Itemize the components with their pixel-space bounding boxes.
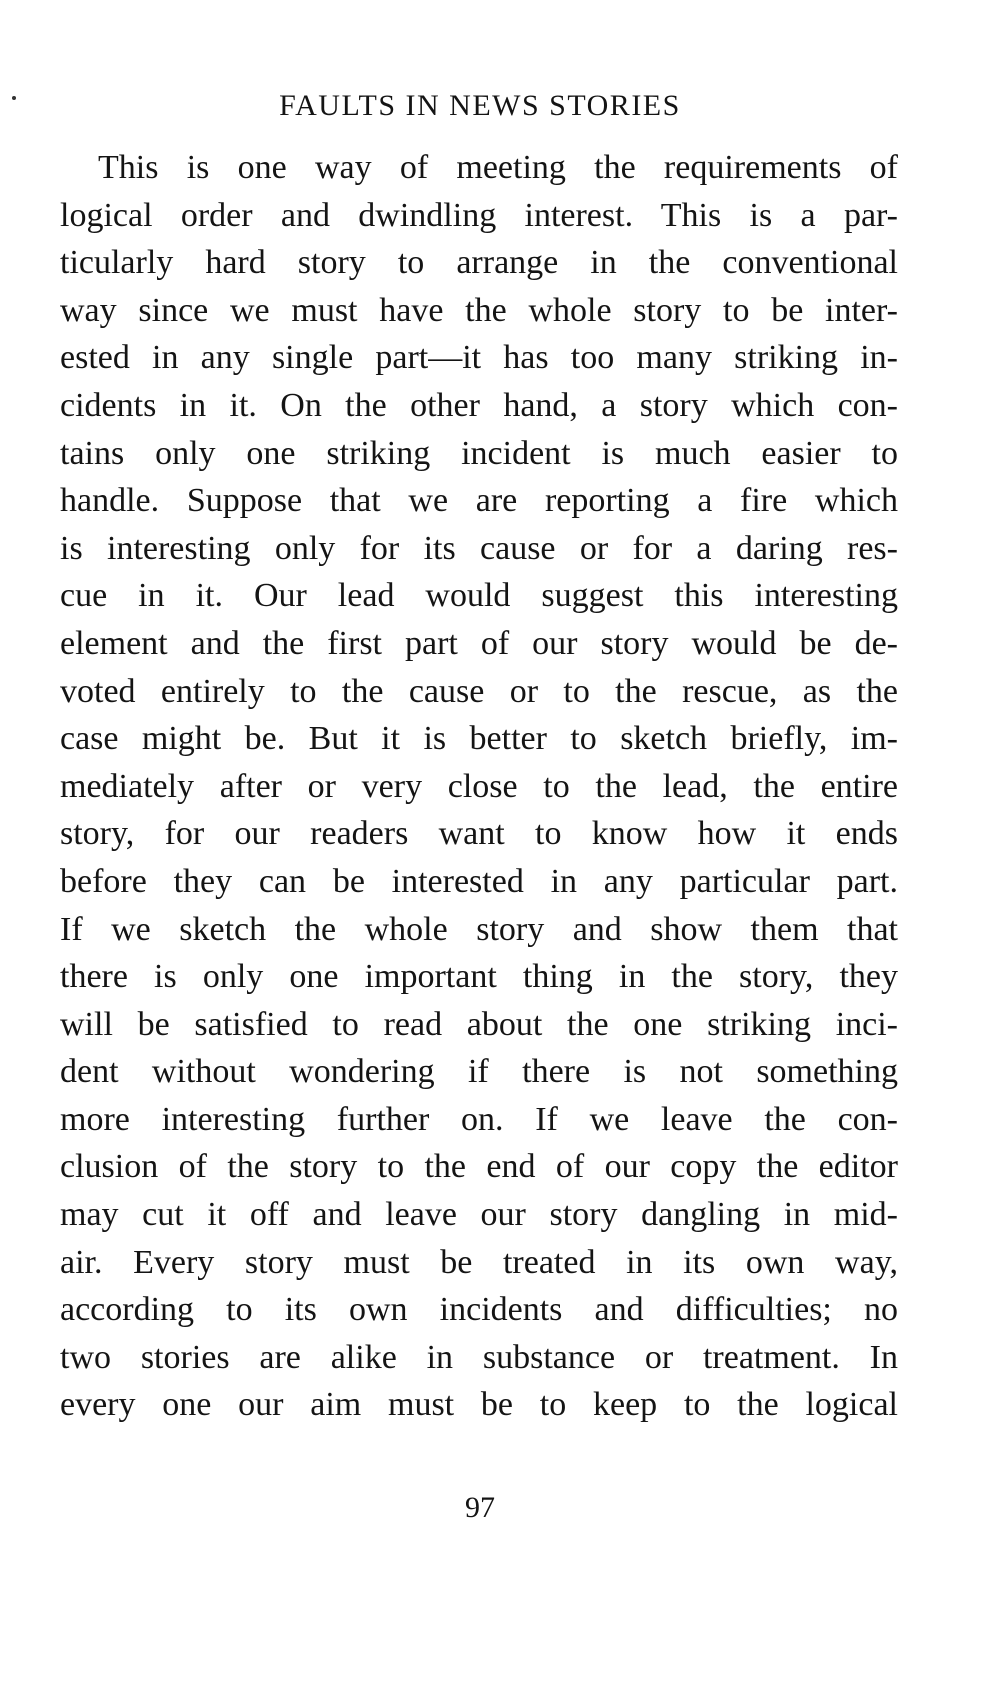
text-line: cidents in it. On the other hand, a story which con- (60, 386, 898, 424)
text-line: clusion of the story to the end of our copy the editor (60, 1148, 898, 1186)
text-line: element and the first part of our story would be de- (60, 624, 898, 662)
text-line: logical order and dwindling interest. This is a par- (60, 196, 898, 234)
text-line: story, for our readers want to know how it ends (60, 815, 898, 853)
text-line: ested in any single part—it has too many striking in- (60, 339, 898, 377)
text-line: every one our aim must be to keep to the logical (60, 1386, 898, 1424)
text-line: more interesting further on. If we leave the con- (60, 1100, 898, 1138)
text-line: will be satisfied to read about the one striking inci- (60, 1005, 898, 1043)
text-line: If we sketch the whole story and show them that (60, 910, 898, 948)
text-line: handle. Suppose that we are reporting a fire which (60, 482, 898, 520)
text-line: according to its own incidents and difficulties; no (60, 1291, 898, 1329)
text-line: mediately after or very close to the lead, the entire (60, 767, 898, 805)
text-line: tains only one striking incident is much easier to (60, 434, 898, 472)
text-line: two stories are alike in substance or treatment. In (60, 1338, 898, 1376)
body-paragraph (60, 144, 898, 1429)
text-line: may cut it off and leave our story dangling in mid- (60, 1196, 898, 1234)
text-line: This is one way of meeting the requirements of (98, 149, 898, 186)
text-line: cue in it. Our lead would suggest this interesting (60, 577, 898, 615)
text-line: way since we must have the whole story to be inter- (60, 291, 898, 329)
page-number: 97 (465, 1491, 495, 1524)
text-line: air. Every story must be treated in its own way, (60, 1243, 898, 1281)
text-line: is interesting only for its cause or for a daring res- (60, 529, 898, 567)
text-line: there is only one important thing in the story, they (60, 958, 898, 996)
text-line: case might be. But it is better to sketch briefly, im- (60, 720, 898, 758)
text-line: before they can be interested in any particular part. (60, 862, 898, 900)
text-line: voted entirely to the cause or to the rescue, as the (60, 672, 898, 710)
text-line: ticularly hard story to arrange in the conventional (60, 244, 898, 282)
running-head: FAULTS IN NEWS STORIES (279, 89, 681, 122)
text-line: dent without wondering if there is not something (60, 1053, 898, 1091)
